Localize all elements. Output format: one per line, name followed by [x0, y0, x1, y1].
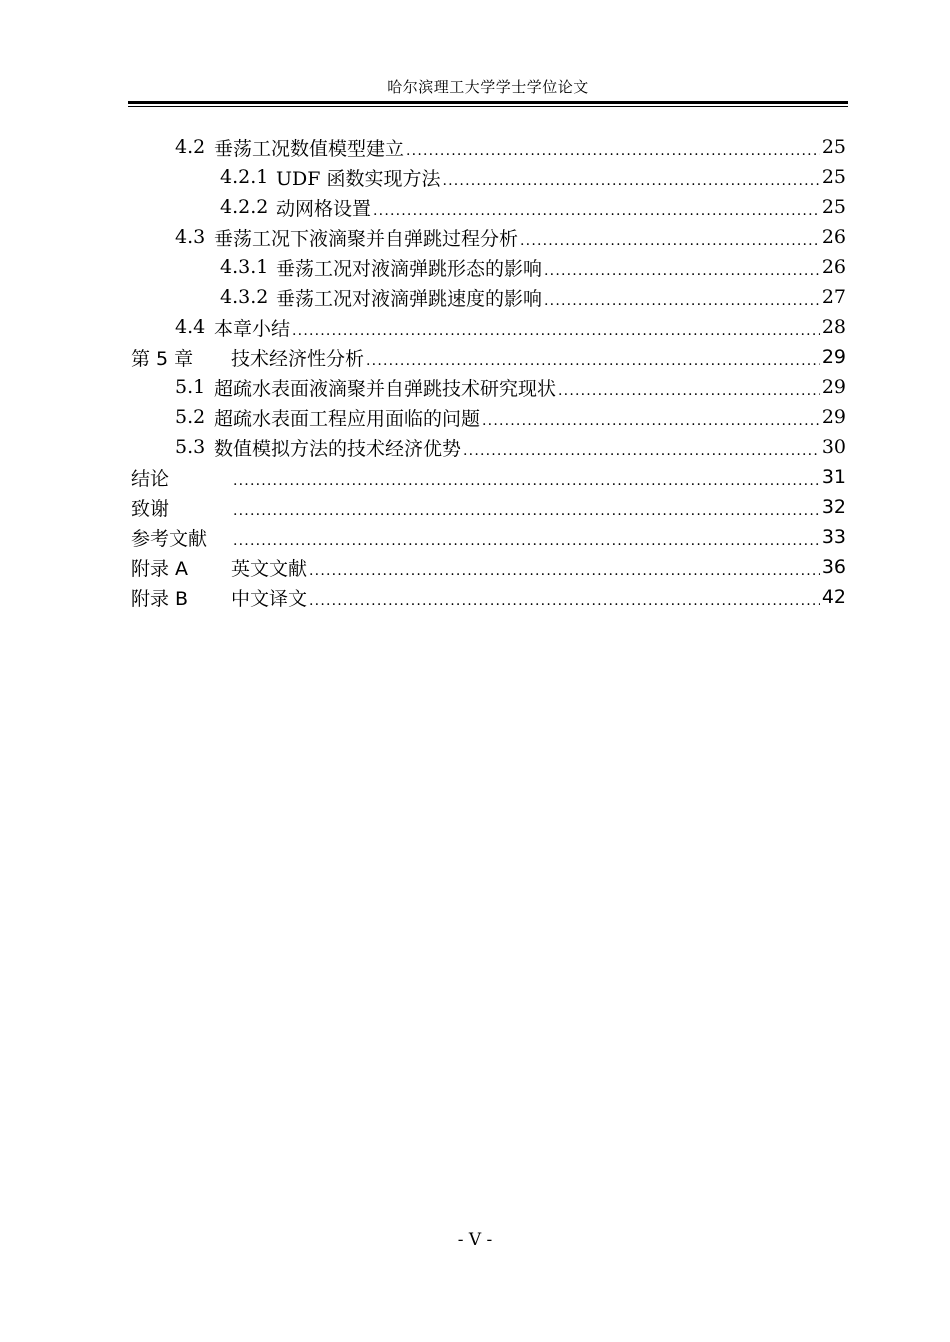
toc-entry-number: 附录 B	[131, 587, 189, 610]
dot-leader	[309, 588, 820, 607]
toc-page-number: 29	[821, 346, 846, 368]
dot-leader	[373, 198, 820, 217]
toc-entry-number: 4.2.2	[220, 196, 269, 218]
toc-entry-title: 垂荡工况数值模型建立	[214, 137, 405, 160]
dot-leader	[558, 378, 820, 397]
toc-page-number: 29	[821, 376, 846, 398]
dot-leader	[482, 408, 820, 427]
page-number-footer: - V -	[457, 1230, 493, 1250]
toc-entry-number: 5.3	[175, 436, 206, 458]
toc-entry-title: 数值模拟方法的技术经济优势	[214, 437, 462, 460]
dot-leader	[406, 138, 820, 157]
toc-page-number: 26	[821, 226, 846, 248]
toc-page-number: 25	[821, 196, 846, 218]
header-rule-thick	[128, 101, 848, 104]
toc-entry[interactable]	[131, 162, 846, 192]
header-rule-thin	[128, 106, 848, 107]
toc-entry-title: UDF 函数实现方法	[276, 167, 441, 190]
toc-entry[interactable]	[131, 492, 846, 522]
toc-entry-title: 垂荡工况下液滴聚并自弹跳过程分析	[214, 227, 519, 250]
toc-entry[interactable]	[131, 192, 846, 222]
toc-page-number: 42	[821, 586, 846, 608]
dot-leader	[309, 558, 820, 577]
toc-entry-title: 超疏水表面液滴聚并自弹跳技术研究现状	[214, 377, 557, 400]
toc-page-number: 31	[821, 466, 846, 488]
toc-entry-title: 英文文献	[231, 557, 308, 580]
toc-entry-title: 技术经济性分析	[231, 347, 365, 370]
toc-entry-title: 垂荡工况对液滴弹跳速度的影响	[276, 287, 543, 310]
dot-leader	[463, 438, 820, 457]
toc-page-number: 32	[821, 496, 846, 518]
dot-leader	[233, 528, 820, 547]
dot-leader	[233, 498, 820, 517]
dot-leader	[520, 228, 820, 247]
toc-entry-number: 5.1	[175, 376, 206, 398]
toc-page-number: 29	[821, 406, 846, 428]
toc-entry-title: 动网格设置	[276, 197, 372, 220]
toc-entry[interactable]	[131, 222, 846, 252]
table-of-contents	[131, 132, 846, 612]
toc-entry-title: 垂荡工况对液滴弹跳形态的影响	[276, 257, 543, 280]
toc-entry-number: 4.3.2	[220, 286, 269, 308]
toc-entry[interactable]	[131, 132, 846, 162]
toc-entry[interactable]	[131, 252, 846, 282]
toc-entry-number: 4.4	[175, 316, 206, 338]
toc-page-number: 36	[821, 556, 846, 578]
toc-entry[interactable]	[131, 462, 846, 492]
toc-entry-number: 4.3	[175, 226, 206, 248]
toc-entry[interactable]	[131, 312, 846, 342]
toc-entry[interactable]	[131, 342, 846, 372]
toc-page-number: 30	[821, 436, 846, 458]
toc-entry[interactable]	[131, 582, 846, 612]
dot-leader	[292, 318, 820, 337]
dot-leader	[366, 348, 820, 367]
toc-entry-number: 4.2	[175, 136, 206, 158]
toc-page-number: 25	[821, 136, 846, 158]
toc-entry-number: 第 5 章	[131, 347, 194, 370]
toc-entry-title: 超疏水表面工程应用面临的问题	[214, 407, 481, 430]
toc-entry-number: 参考文献	[131, 527, 208, 550]
toc-entry[interactable]	[131, 372, 846, 402]
dot-leader	[233, 468, 820, 487]
dot-leader	[544, 288, 820, 307]
toc-entry-title: 中文译文	[231, 587, 308, 610]
toc-page-number: 25	[821, 166, 846, 188]
toc-entry-number: 4.3.1	[220, 256, 269, 278]
running-header: 哈尔滨理工大学学士学位论文	[387, 78, 589, 96]
toc-page-number: 33	[821, 526, 846, 548]
dot-leader	[442, 168, 819, 187]
toc-entry-number: 4.2.1	[220, 166, 269, 188]
toc-entry-number: 附录 A	[131, 557, 189, 580]
toc-entry-title: 本章小结	[214, 317, 291, 340]
toc-entry[interactable]	[131, 522, 846, 552]
toc-entry[interactable]	[131, 552, 846, 582]
toc-entry[interactable]	[131, 402, 846, 432]
toc-page-number: 26	[821, 256, 846, 278]
toc-entry[interactable]	[131, 432, 846, 462]
dot-leader	[544, 258, 820, 277]
toc-page-number: 27	[821, 286, 846, 308]
toc-entry[interactable]	[131, 282, 846, 312]
toc-entry-number: 结论	[131, 467, 170, 490]
toc-entry-number: 致谢	[131, 497, 170, 520]
toc-entry-number: 5.2	[175, 406, 206, 428]
toc-page-number: 28	[821, 316, 846, 338]
